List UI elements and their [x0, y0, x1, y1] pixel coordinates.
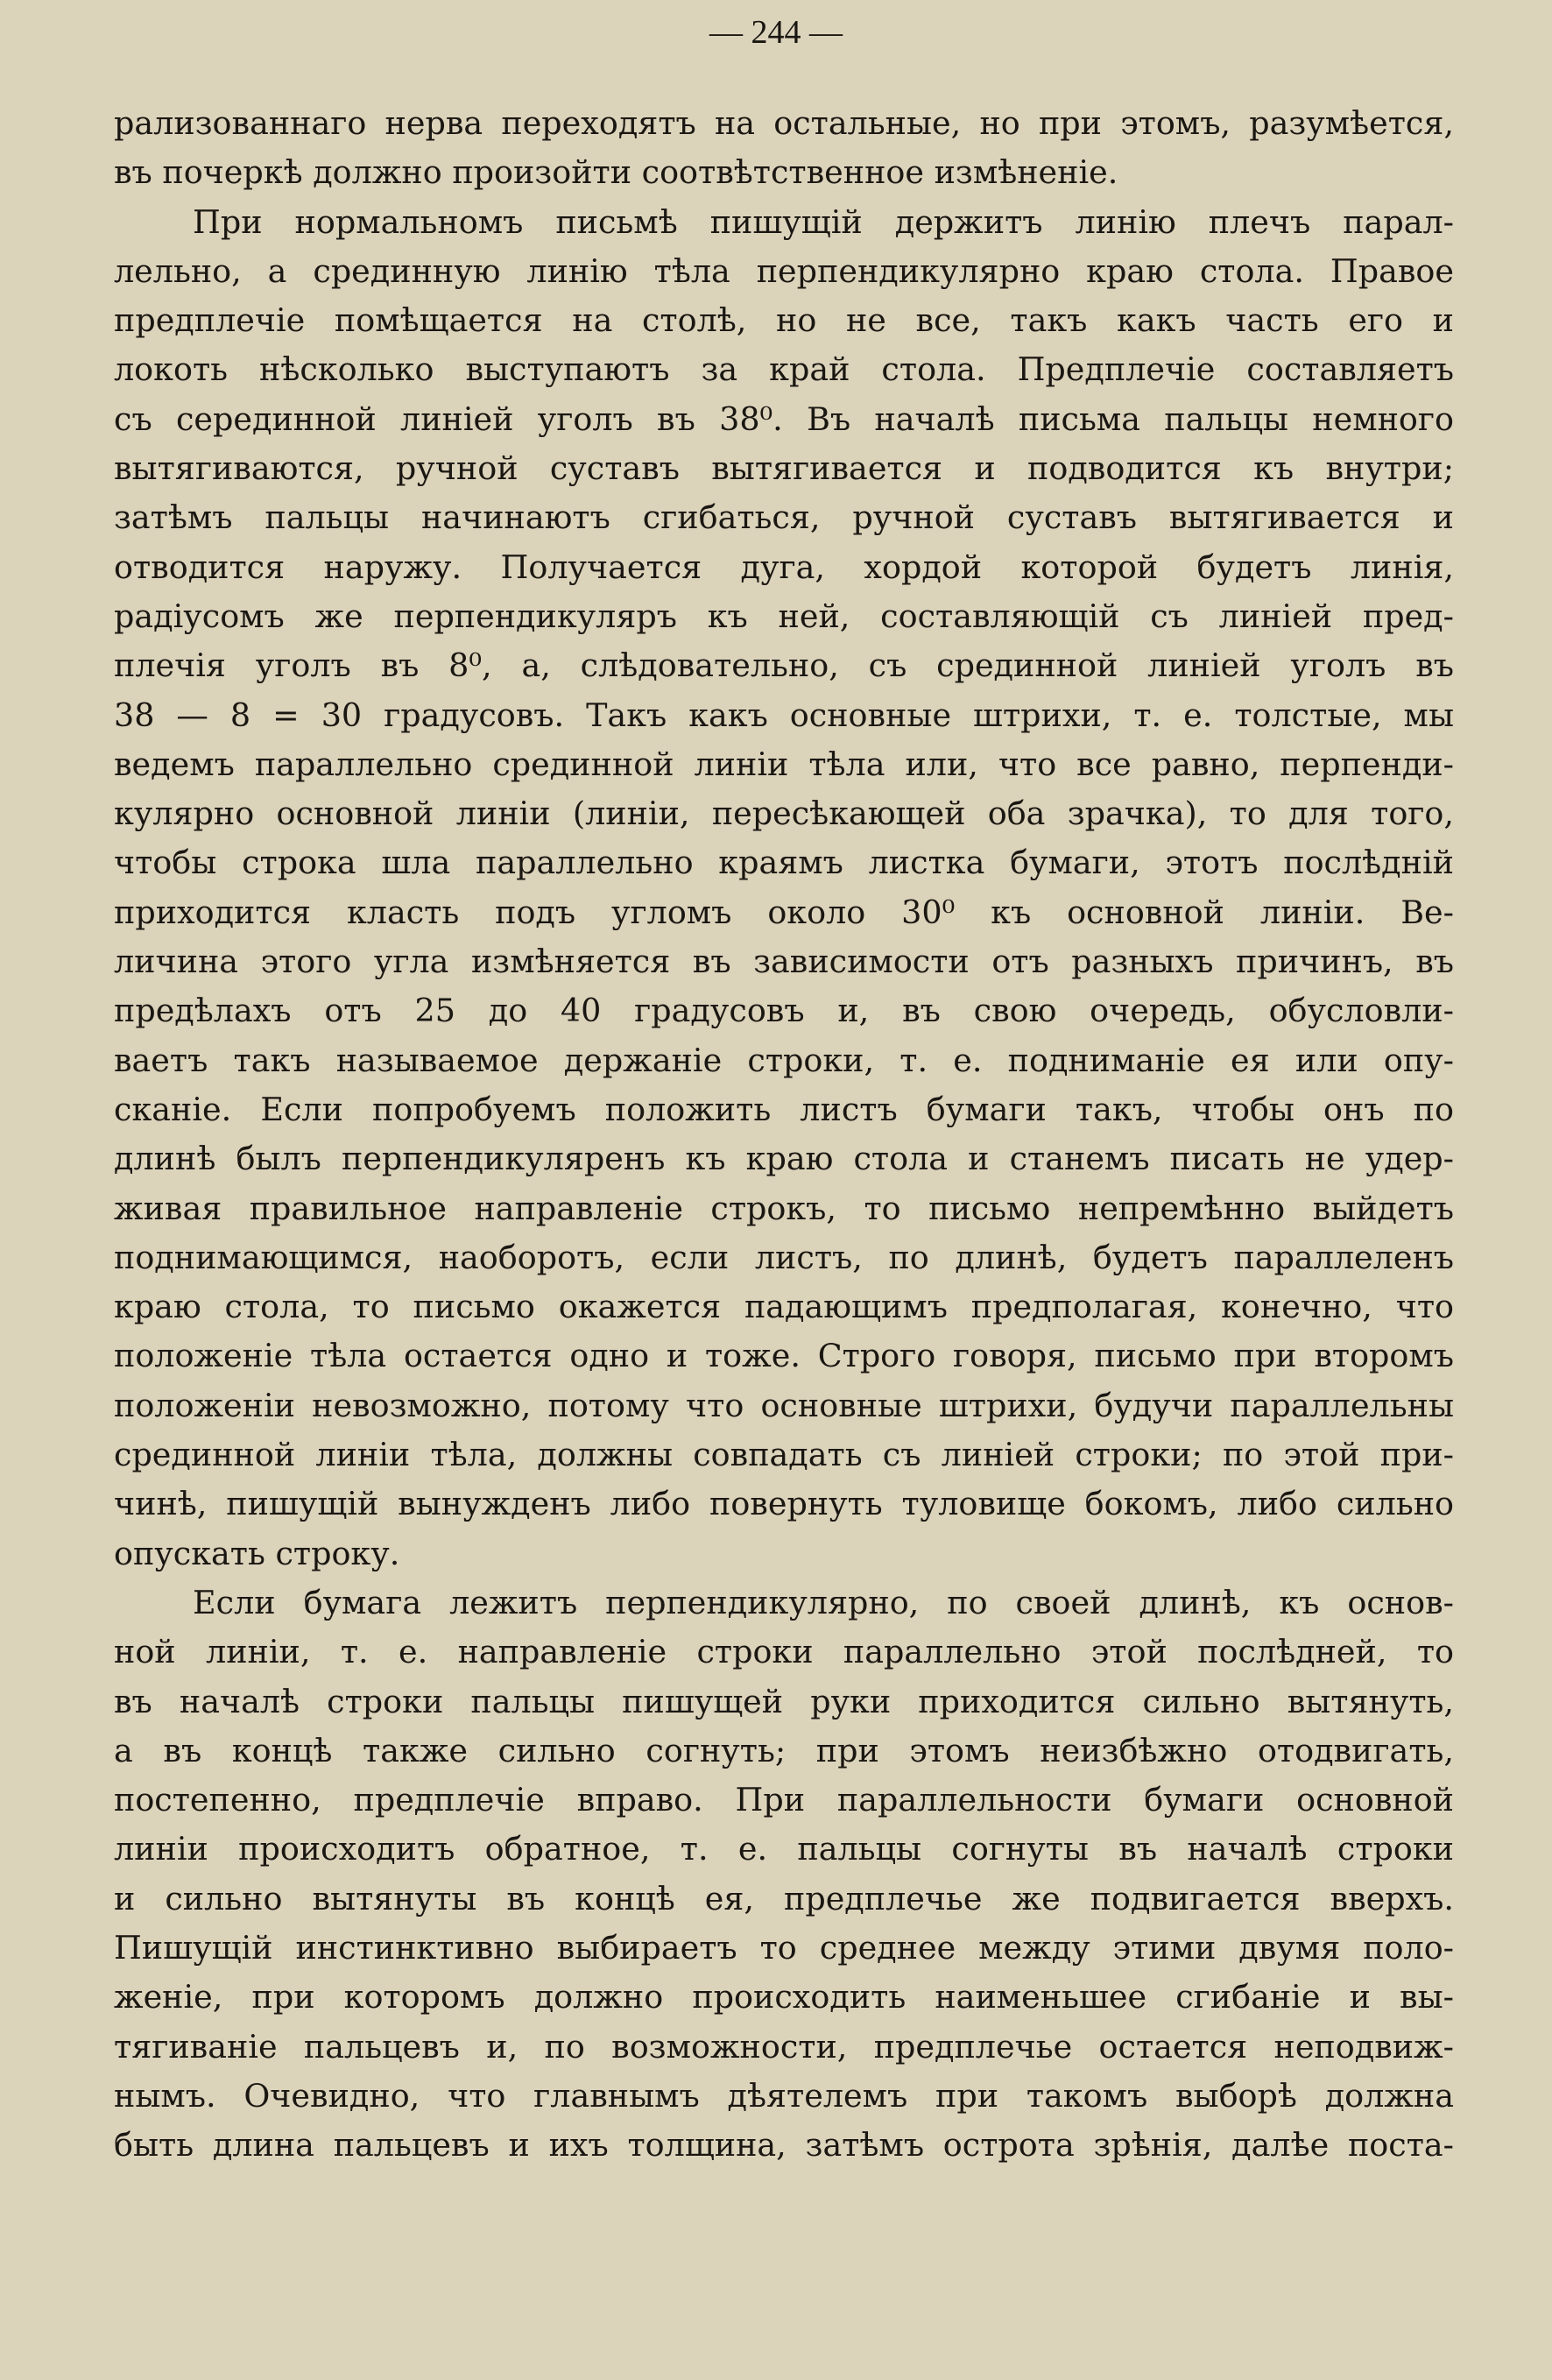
text-line: постепенно, предплечіе вправо. При параллельности бумаги основной	[114, 1781, 1454, 1819]
text-line: лельно, а срединную линію тѣла перпендикулярно краю стола. Правое	[114, 251, 1454, 290]
text-line: положеніе тѣла остается одно и тоже. Строго говоря, письмо при второмъ	[114, 1337, 1454, 1375]
text-line: въ началѣ строки пальцы пишущей руки приходится сильно вытянуть,	[114, 1682, 1454, 1720]
text-line: затѣмъ пальцы начинаютъ сгибаться, ручной суставъ вытягивается и	[114, 498, 1454, 537]
text-line: женіе, при которомъ должно происходить наименьшее сгибаніе и вы-	[114, 1978, 1454, 2016]
paragraph	[114, 198, 1454, 1578]
text-line: и сильно вытянуты въ концѣ ея, предплечье же подвигается вверхъ.	[114, 1879, 1454, 1917]
text-line: опускать строку.	[114, 1534, 400, 1572]
text-line: линіи происходитъ обратное, т. е. пальцы согнуты въ началѣ строки	[114, 1830, 1454, 1868]
text-line: тягиваніе пальцевъ и, по возможности, предплечье остается неподвиж-	[114, 2027, 1454, 2066]
text-line: рализованнаго нерва переходятъ на остальные, но при этомъ, разумѣется,	[114, 104, 1454, 142]
paragraph	[114, 1578, 1454, 2171]
text-line: личина этого угла измѣняется въ зависимости отъ разныхъ причинъ, въ	[114, 943, 1454, 981]
text-line: вытягиваются, ручной суставъ вытягивается и подводится къ внутри;	[114, 449, 1454, 488]
text-line: въ почеркѣ должно произойти соотвѣтственное измѣненіе.	[114, 153, 1118, 192]
text-line: положеніи невозможно, потому что основные штрихи, будучи параллельны	[114, 1386, 1454, 1424]
text-line: радіусомъ же перпендикуляръ къ ней, составляющій съ линіей пред-	[114, 597, 1454, 635]
text-line: чинѣ, пишущій вынужденъ либо повернуть туловище бокомъ, либо сильно	[114, 1485, 1454, 1523]
text-line: срединной линіи тѣла, должны совпадать съ линіей строки; по этой при-	[114, 1436, 1454, 1474]
text-line: Пишущій инстинктивно выбираетъ то среднее между этими двумя поло-	[114, 1928, 1454, 1967]
text-line: длинѣ былъ перпендикуляренъ къ краю стола и станемъ писать не удер-	[114, 1140, 1454, 1178]
text-line: Если бумага лежитъ перпендикулярно, по своей длинѣ, къ основ-	[193, 1583, 1454, 1621]
text-line: плечія уголъ въ 8⁰, а, слѣдовательно, съ срединной линіей уголъ въ	[114, 646, 1454, 685]
text-line: При нормальномъ письмѣ пишущій держитъ линію плечъ парал-	[193, 202, 1454, 241]
text-line: ведемъ параллельно срединной линіи тѣла или, что все равно, перпенди-	[114, 745, 1454, 783]
text-line: нымъ. Очевидно, что главнымъ дѣятелемъ при такомъ выборѣ должна	[114, 2076, 1454, 2115]
text-line: чтобы строка шла параллельно краямъ листка бумаги, этотъ послѣдній	[114, 844, 1454, 882]
text-line: ной линіи, т. е. направленіе строки параллельно этой послѣдней, то	[114, 1633, 1454, 1671]
paragraph	[114, 99, 1454, 198]
body-text	[114, 99, 1454, 2170]
text-line: 38 — 8 = 30 градусовъ. Такъ какъ основные штрихи, т. е. толстые, мы	[114, 696, 1454, 734]
text-line: а въ концѣ также сильно согнуть; при этомъ неизбѣжно отодвигать,	[114, 1731, 1454, 1769]
text-line: отводится наружу. Получается дуга, хордой которой будетъ линія,	[114, 547, 1454, 586]
text-line: предплечіе помѣщается на столѣ, но не все, такъ какъ часть его и	[114, 301, 1454, 340]
text-line: локоть нѣсколько выступаютъ за край стола. Предплечіе составляетъ	[114, 350, 1454, 389]
text-line: поднимающимся, наоборотъ, если листъ, по длинѣ, будетъ параллеленъ	[114, 1238, 1454, 1276]
text-line: быть длина пальцевъ и ихъ толщина, затѣмъ острота зрѣнія, далѣе поста-	[114, 2126, 1454, 2165]
text-line: живая правильное направленіе строкъ, то письмо непремѣнно выйдетъ	[114, 1189, 1454, 1227]
text-line: предѣлахъ отъ 25 до 40 градусовъ и, въ свою очередь, обусловли-	[114, 992, 1454, 1030]
text-line: сканіе. Если попробуемъ положить листъ бумаги такъ, чтобы онъ по	[114, 1090, 1454, 1128]
text-line: приходится класть подъ угломъ около 30⁰ къ основной линіи. Ве-	[114, 893, 1454, 931]
text-line: ваетъ такъ называемое держаніе строки, т. е. подниманіе ея или опу-	[114, 1041, 1454, 1079]
page-number: — 244 —	[709, 14, 843, 51]
text-line: кулярно основной линіи (линіи, пересѣкающей оба зрачка), то для того,	[114, 795, 1454, 833]
text-line: краю стола, то письмо окажется падающимъ предполагая, конечно, что	[114, 1288, 1454, 1326]
text-line: съ серединной линіей уголъ въ 38⁰. Въ началѣ письма пальцы немного	[114, 399, 1454, 438]
